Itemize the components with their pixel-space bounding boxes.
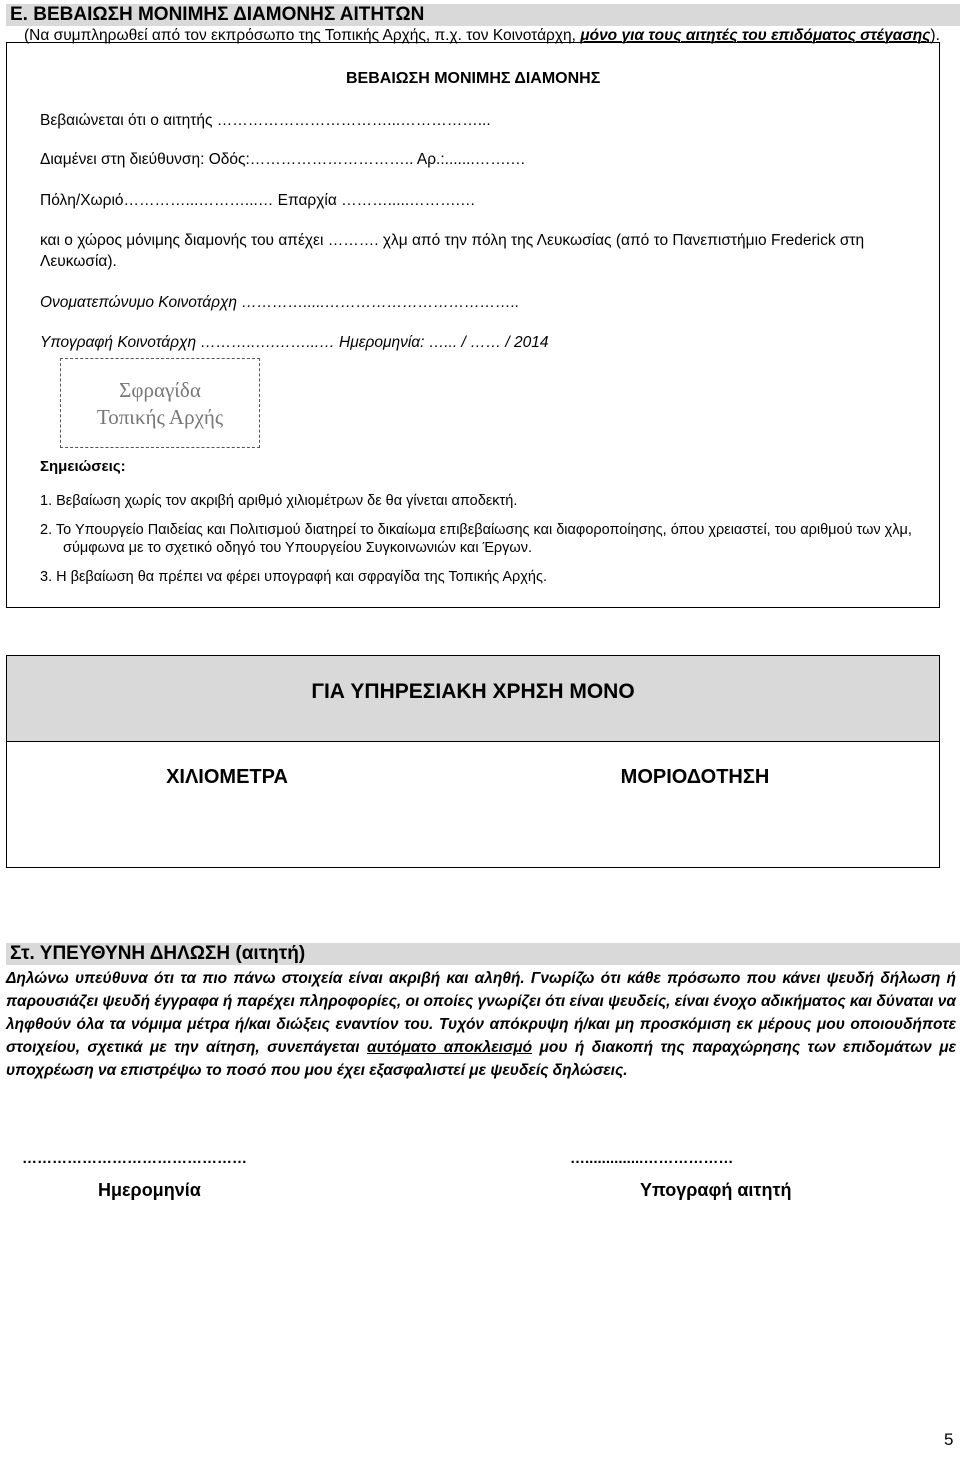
declaration-part-2: μου ή διακοπή της παραχώρησης των επιδομάτων με υποχρέωση να επιστρέψω το ποσό που μου έχει εξασφαλιστεί με ψευδείς δηλώσεις. bbox=[6, 1039, 956, 1079]
city-district-field[interactable]: Πόλη/Χωριό…………...………...… Επαρχία ……….....……….… bbox=[40, 192, 476, 209]
official-use-title: ΓΙΑ ΥΠΗΡΕΣΙΑΚΗ ΧΡΗΣΗ ΜΟΝΟ bbox=[7, 656, 939, 742]
stamp-line-1: Σφραγίδα bbox=[119, 378, 201, 402]
date-dots[interactable]: ……………………………………… bbox=[22, 1150, 247, 1167]
note-3: 3. Η βεβαίωση θα πρέπει να φέρει υπογραφή και σφραγίδα της Τοπικής Αρχής. bbox=[40, 569, 547, 585]
note-2-cont: σύμφωνα με το σχετικό οδηγό του Υπουργείου Συγκοινωνιών και Έργων. bbox=[63, 540, 533, 556]
date-label: Ημερομηνία bbox=[98, 1180, 201, 1200]
page-number: 5 bbox=[944, 1430, 954, 1449]
subtitle-bold: μόνο για τους αιτητές του επιδόματος στέγασης bbox=[580, 27, 931, 44]
section-st-title: Στ. ΥΠΕΥΘΥΝΗ ΔΗΛΩΣΗ (αιτητή) bbox=[6, 943, 960, 965]
mayor-name-field[interactable]: Ονοματεπώνυμο Κοινοτάρχη ………….....……………………………….. bbox=[40, 294, 520, 311]
applicant-field[interactable]: Βεβαιώνεται ότι ο αιτητής ……………………………...……………... bbox=[40, 112, 491, 129]
kilometres-label: ΧΙΛΙΟΜΕΤΡΑ bbox=[166, 766, 288, 788]
distance-field-cont: Λευκωσία). bbox=[40, 253, 117, 270]
signature-label: Υπογραφή αιτητή bbox=[640, 1180, 792, 1200]
address-field[interactable]: Διαμένει στη διεύθυνση: Οδός:………………………….. Αρ.:.......…….… bbox=[40, 151, 526, 168]
declaration-text bbox=[6, 967, 956, 1082]
note-2: 2. Το Υπουργείο Παιδείας και Πολιτισμού διατηρεί το δικαίωμα επιβεβαίωσης και διαφοροποίησης, όπου χρειαστεί, του αριθμού των χλμ, bbox=[40, 522, 912, 538]
distance-field[interactable]: και ο χώρος μόνιμης διαμονής του απέχει ………. χλμ από την πόλη της Λευκωσίας (από το Πανεπιστήμιο Frederick στη bbox=[40, 232, 865, 249]
subtitle-plain: (Να συμπληρωθεί από τον εκπρόσωπο της Τοπικής Αρχής, π.χ. τον Κοινοτάρχη, bbox=[24, 27, 581, 44]
declaration-underlined: αυτόματο αποκλεισμό bbox=[367, 1039, 533, 1056]
notes-heading: Σημειώσεις: bbox=[40, 458, 126, 475]
section-e-title: Ε. ΒΕΒΑΙΩΣΗ ΜΟΝΙΜΗΣ ΔΙΑΜΟΝΗΣ ΑΙΤΗΤΩΝ bbox=[6, 4, 960, 26]
certificate-heading: ΒΕΒΑΙΩΣΗ ΜΟΝΙΜΗΣ ΔΙΑΜΟΝΗΣ bbox=[346, 70, 601, 87]
stamp-line-2: Τοπικής Αρχής bbox=[96, 405, 224, 429]
scoring-label: ΜΟΡΙΟΔΟΤΗΣΗ bbox=[620, 766, 770, 788]
stamp-placeholder bbox=[60, 358, 260, 448]
signature-dots[interactable]: …..............……………… bbox=[570, 1150, 734, 1167]
declaration-part-1: Δηλώνω υπεύθυνα ότι τα πιο πάνω στοιχεία είναι ακριβή και αληθή. Γνωρίζω ότι κάθε πρόσωπο που κάνει ψευδή δήλωση ή παρουσιάζει ψευδή έγγραφα ή παρέχει πληροφορίες, οι οποίες γνωρίζει ότι είναι ψευδείς, είναι ένοχο αδικήματος και δύναται να ληφθούν όλα τα νόμιμα μέτρα ή/και διώξεις εναντίον του. Τυχόν απόκρυψη ή/και μη προσκόμιση εκ μέρους μου οποιουδήποτε στοιχείου, σχετικά με την αίτηση, συνεπάγεται bbox=[6, 970, 956, 1056]
official-use-box bbox=[6, 655, 940, 868]
mayor-signature-date-field[interactable]: Υπογραφή Κοινοτάρχη ………..….……...… Ημερομηνία: …... / …… / 2014 bbox=[40, 334, 549, 351]
note-1: 1. Βεβαίωση χωρίς τον ακριβή αριθμό χιλιομέτρων δε θα γίνεται αποδεκτή. bbox=[40, 493, 518, 509]
subtitle-end: ). bbox=[930, 27, 940, 44]
